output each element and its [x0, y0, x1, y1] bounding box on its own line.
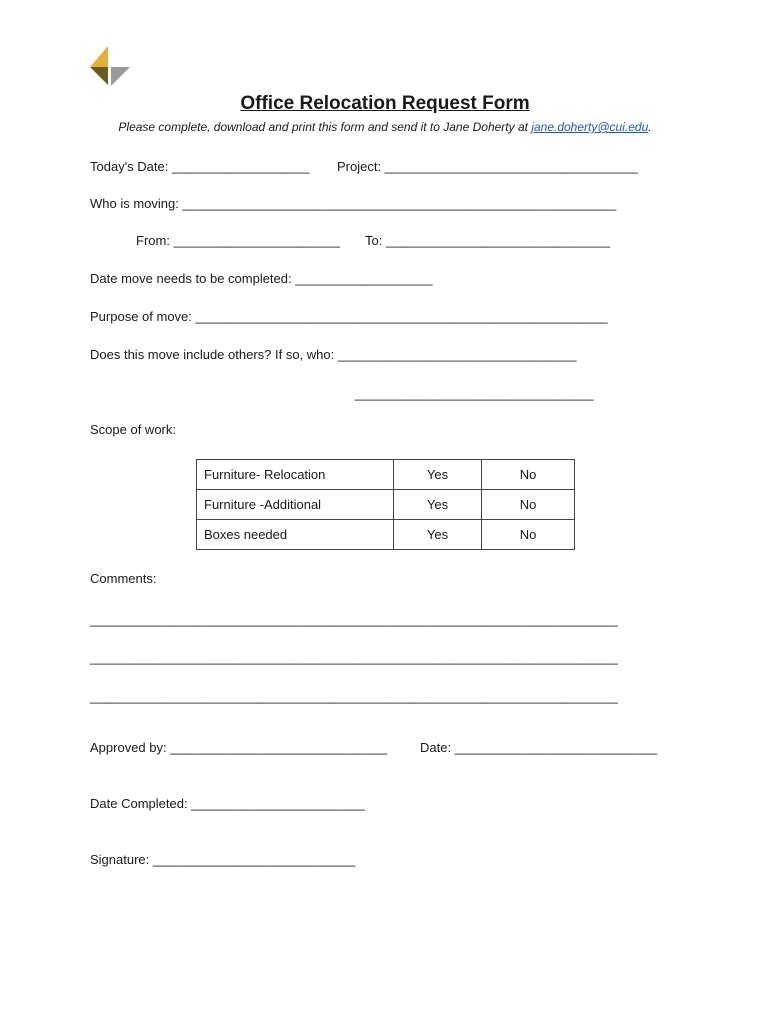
- who-moving-field[interactable]: Who is moving: ____________________________________________________________: [90, 196, 617, 211]
- comment-line[interactable]: _________________________________________________________________________: [90, 612, 618, 627]
- yes-option[interactable]: Yes: [394, 460, 482, 490]
- comment-line[interactable]: _________________________________________________________________________: [90, 689, 618, 704]
- table-row: [197, 520, 575, 550]
- to-field[interactable]: To: _______________________________: [365, 233, 611, 248]
- comments-label: Comments:: [90, 571, 157, 586]
- approved-date-field[interactable]: Date: ____________________________: [420, 740, 658, 755]
- scope-table: [196, 459, 575, 550]
- scope-item-label: Furniture -Additional: [197, 490, 394, 520]
- no-option[interactable]: No: [482, 460, 575, 490]
- others-field-line2[interactable]: _________________________________: [355, 386, 594, 401]
- from-field[interactable]: From: _______________________: [136, 233, 340, 248]
- table-row: [197, 460, 575, 490]
- completion-date-field[interactable]: Date move needs to be completed: ___________________: [90, 271, 433, 286]
- logo-gold-shape: [90, 46, 108, 67]
- purpose-field[interactable]: Purpose of move: _________________________________________________________: [90, 309, 608, 324]
- email-link[interactable]: jane.doherty@cui.edu: [531, 120, 649, 134]
- cui-logo: [90, 46, 132, 88]
- instructions-suffix: .: [648, 120, 652, 134]
- scope-item-label: Furniture- Relocation: [197, 460, 394, 490]
- scope-label: Scope of work:: [90, 422, 176, 437]
- table-row: [197, 490, 575, 520]
- form-instructions: [0, 120, 770, 134]
- logo-gray-shape: [111, 67, 130, 86]
- comment-line[interactable]: _________________________________________________________________________: [90, 650, 618, 665]
- project-field[interactable]: Project: ___________________________________: [337, 159, 638, 174]
- yes-option[interactable]: Yes: [394, 520, 482, 550]
- no-option[interactable]: No: [482, 520, 575, 550]
- form-title: Office Relocation Request Form: [240, 93, 530, 114]
- approved-by-field[interactable]: Approved by: ______________________________: [90, 740, 388, 755]
- date-completed-field[interactable]: Date Completed: ________________________: [90, 796, 365, 811]
- others-field[interactable]: Does this move include others? If so, who: _________________________________: [90, 347, 577, 362]
- logo-olive-shape: [90, 67, 108, 85]
- signature-field[interactable]: Signature: ____________________________: [90, 852, 356, 867]
- scope-item-label: Boxes needed: [197, 520, 394, 550]
- no-option[interactable]: No: [482, 490, 575, 520]
- todays-date-field[interactable]: Today's Date: ___________________: [90, 159, 310, 174]
- instructions-text: Please complete, download and print this form and send it to Jane Doherty at: [118, 120, 532, 134]
- yes-option[interactable]: Yes: [394, 490, 482, 520]
